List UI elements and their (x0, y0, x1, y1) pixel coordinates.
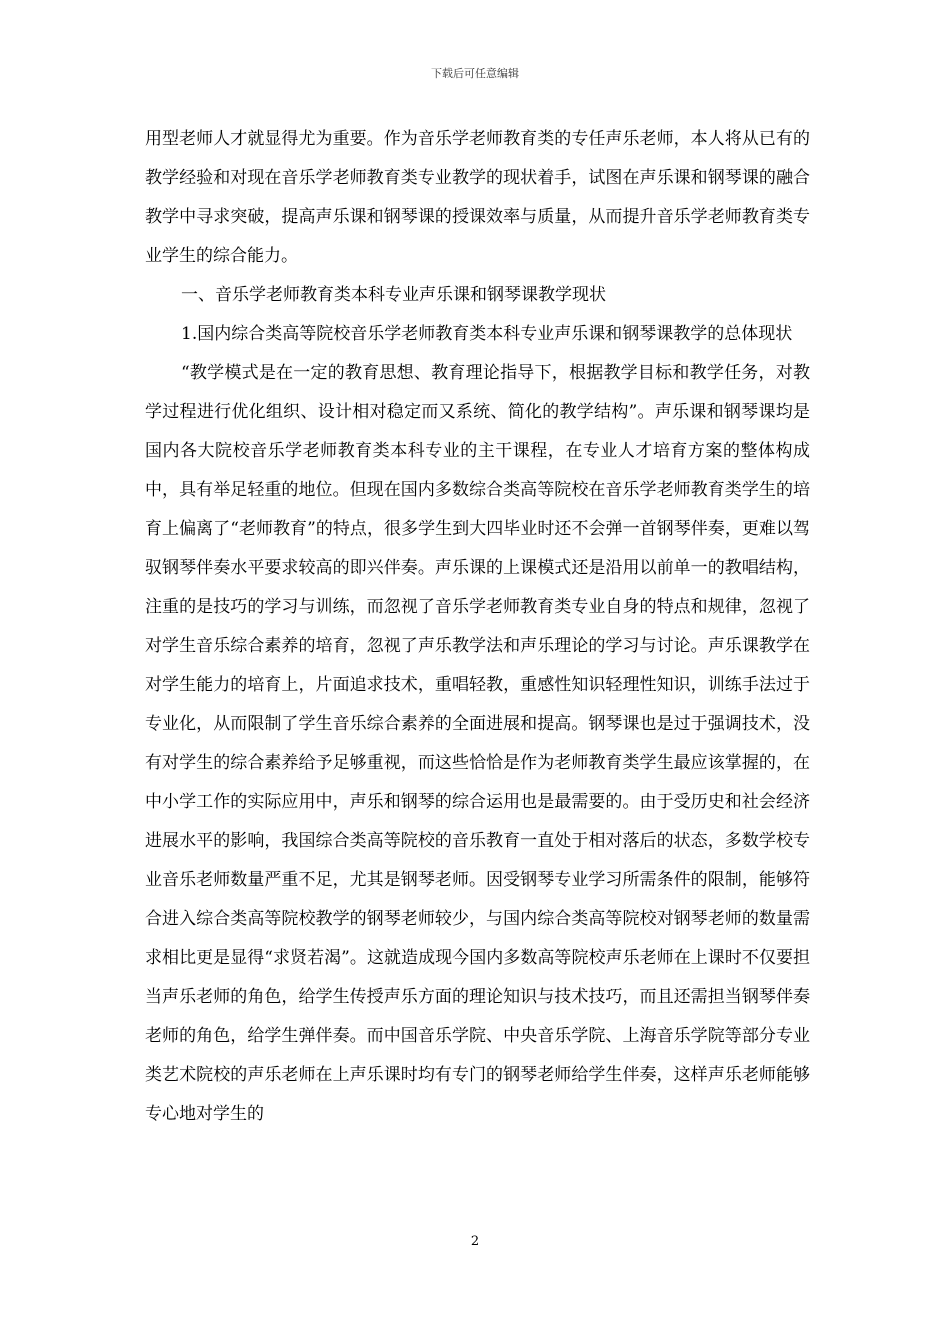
section-heading: 一、音乐学老师教育类本科专业声乐课和钢琴课教学现状 (181, 285, 606, 305)
subsection-heading: 1.国内综合类高等院校音乐学老师教育类本科专业声乐课和钢琴课教学的总体现状 (181, 324, 793, 344)
page-number: 2 (470, 1234, 480, 1249)
page-header: 下载后可任意编辑 (431, 67, 519, 80)
document-body (145, 120, 810, 1134)
paragraph-main: “教学模式是在一定的教育思想、教育理论指导下，根据教学目标和教学任务，对教学过程进行优化组织、设计相对稳定而又系统、简化的教学结构”。声乐课和钢琴课均是国内各大院校音乐学老师教育类本科专业的主干课程，在专业人才培育方案的整体构成中，具有举足轻重的地位。但现在国内多数综合类高等院校在音乐学老师教育类学生的培育上偏离了“老师教育”的特点，很多学生到大四毕业时还不会弹一首钢琴伴奏，更难以驾驭钢琴伴奏水平要求较高的即兴伴奏。声乐课的上课模式还是沿用以前单一的教唱结构，注重的是技巧的学习与训练，而忽视了音乐学老师教育类专业自身的特点和规律，忽视了对学生音乐综合素养的培育，忽视了声乐教学法和声乐理论的学习与讨论。声乐课教学在对学生能力的培育上，片面追求技术，重唱轻教，重感性知识轻理性知识，训练手法过于专业化，从而限制了学生音乐综合素养的全面进展和提高。钢琴课也是过于强调技术，没有对学生的综合素养给予足够重视，而这些恰恰是作为老师教育类学生最应该掌握的，在中小学工作的实际应用中，声乐和钢琴的综合运用也是最需要的。由于受历史和社会经济进展水平的影响，我国综合类高等院校的音乐教育一直处于相对落后的状态，多数学校专业音乐老师数量严重不足，尤其是钢琴老师。因受钢琴专业学习所需条件的限制，能够符合进入综合类高等院校教学的钢琴老师较少，与国内综合类高等院校对钢琴老师的数量需求相比更是显得“求贤若渴”。这就造成现今国内多数高等院校声乐老师在上课时不仅要担当声乐老师的角色，给学生传授声乐方面的理论知识与技术技巧，而且还需担当钢琴伴奏老师的角色，给学生弹伴奏。而中国音乐学院、中央音乐学院、上海音乐学院等部分专业类艺术院校的声乐老师在上声乐课时均有专门的钢琴老师给学生伴奏，这样声乐老师能够专心地对学生的 (145, 363, 810, 1124)
paragraph-intro: 用型老师人才就显得尤为重要。作为音乐学老师教育类的专任声乐老师，本人将从已有的教学经验和对现在音乐学老师教育类专业教学的现状着手，试图在声乐课和钢琴课的融合教学中寻求突破，提高声乐课和钢琴课的授课效率与质量，从而提升音乐学老师教育类专业学生的综合能力。 (145, 129, 810, 266)
